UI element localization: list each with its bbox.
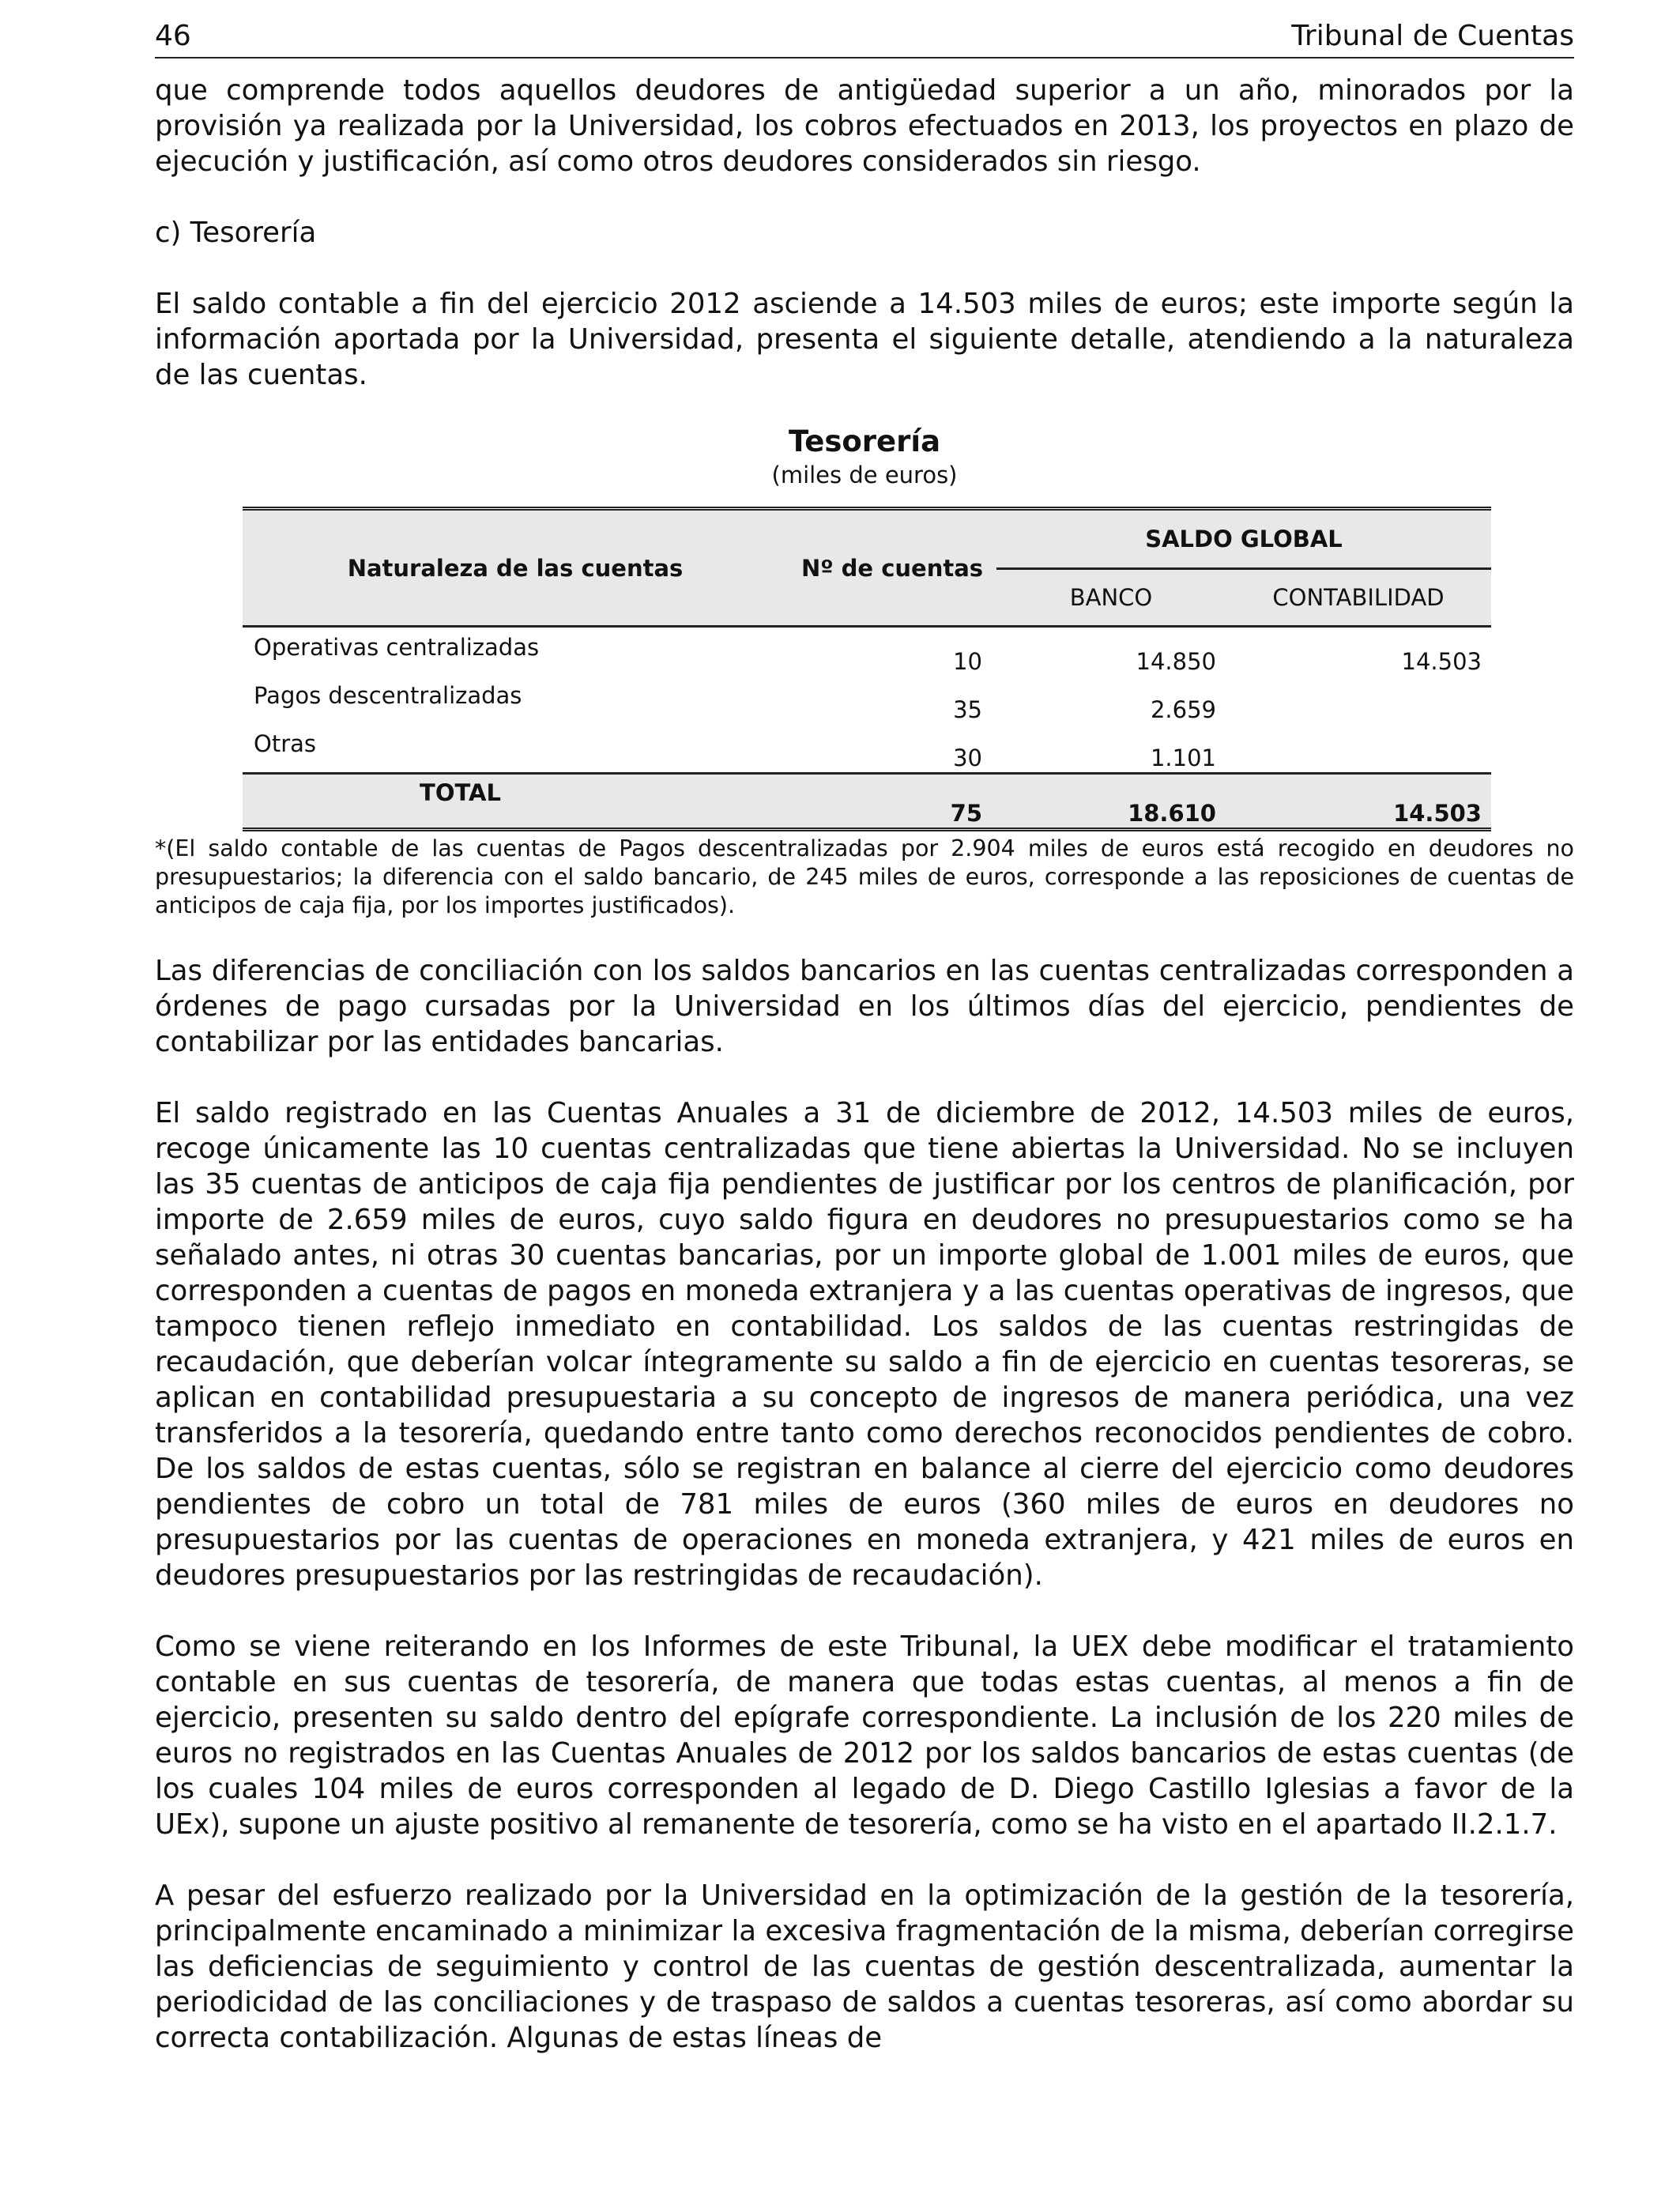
cell-num: 10 (953, 648, 982, 675)
total-banco: 18.610 (1128, 800, 1216, 827)
table-total-row (243, 774, 1491, 830)
table-subtitle: (miles de euros) (771, 462, 958, 488)
header-banco: BANCO (996, 569, 1226, 627)
section-heading-tesoreria: c) Tesorería (155, 217, 317, 249)
publication-name: Tribunal de Cuentas (1291, 20, 1574, 52)
paragraph-esfuerzo: A pesar del esfuerzo realizado por la Universidad en la optimización de la gestión de la tesorería, principalmente encaminado a minimizar la excesiva fragmentación de la misma, deberían corregirse las deficiencias de seguimiento y control de las cuentas de gestión descentralizada, aumentar la periodicidad de las conciliaciones y de traspaso de saldos a cuentas tesoreras, así como abordar su correcta contabilización. Algunas de estas líneas de (155, 1879, 1574, 2054)
table-footnote: *(El saldo contable de las cuentas de Pagos descentralizadas por 2.904 miles de euros está recogido en deudores no presupuestarios; la diferencia con el saldo bancario, de 245 miles de euros, corresponde a las reposiciones de cuentas de anticipos de caja fija, por los importes justificados). (155, 835, 1574, 918)
page-number: 46 (155, 20, 191, 52)
cell-contabilidad (1226, 676, 1491, 724)
table-title: Tesorería (788, 424, 941, 458)
total-contabilidad: 14.503 (1393, 800, 1482, 827)
table-row (243, 724, 1491, 774)
paragraph-saldo-registrado: El saldo registrado en las Cuentas Anuales a 31 de diciembre de 2012, 14.503 miles de euros, recoge únicamente las 10 cuentas centralizadas que tiene abiertas la Universidad. No se incluyen las 35 cuentas de anticipos de caja fija pendientes de justificar por los centros de planificación, por importe de 2.659 miles de euros, cuyo saldo figura en deudores no presupuestarios como se ha señalado antes, ni otras 30 cuentas bancarias, por un importe global de 1.001 miles de euros, que corresponden a cuentas de pagos en moneda extranjera y a las cuentas operativas de ingresos, que tampoco tienen reflejo inmediato en contabilidad. Los saldos de las cuentas restringidas de recaudación, que deberían volcar íntegramente su saldo a fin de ejercicio en cuentas tesoreras, se aplican en contabilidad presupuestaria a su concepto de ingresos de manera periódica, una vez transferidos a la tesorería, quedando entre tanto como derechos reconocidos pendientes de cobro. De los saldos de estas cuentas, sólo se registran en balance al cierre del ejercicio como deudores pendientes de cobro un total de 781 miles de euros (360 miles de euros en deudores no presupuestarios por las cuentas de operaciones en moneda extranjera, y 421 miles de euros en deudores presupuestarios por las restringidas de recaudación). (155, 1097, 1574, 1592)
cell-naturaleza: Otras (243, 724, 788, 774)
cell-banco: 1.101 (996, 724, 1226, 774)
table-block (155, 423, 1574, 920)
cell-contabilidad (1226, 724, 1491, 774)
header-contabilidad: CONTABILIDAD (1226, 569, 1491, 627)
cell-banco: 2.659 (1150, 696, 1216, 723)
cell-naturaleza: Operativas centralizadas (254, 634, 540, 661)
page-header (155, 17, 1574, 58)
document-page (155, 17, 1574, 2056)
tesoreria-table (243, 507, 1491, 831)
paragraph-deudores: que comprende todos aquellos deudores de antigüedad superior a un año, minorados por la provisión ya realizada por la Universidad, los cobros efectuados en 2013, los proyectos en plazo de ejecución y justificación, así como otros deudores considerados sin riesgo. (155, 74, 1574, 178)
cell-num: 35 (953, 696, 982, 723)
header-naturaleza: Naturaleza de las cuentas (243, 509, 788, 627)
cell-naturaleza: Pagos descentralizadas (254, 682, 522, 709)
header-num-cuentas: Nº de cuentas (788, 509, 996, 627)
table-row (243, 676, 1491, 724)
table-header-row (243, 509, 1491, 569)
paragraph-diferencias: Las diferencias de conciliación con los saldos bancarios en las cuentas centralizadas corresponden a órdenes de pago cursadas por la Universidad en los últimos días del ejercicio, pendientes de contabilizar por las entidades bancarias. (155, 955, 1574, 1058)
total-num: 75 (950, 800, 982, 827)
paragraph-saldo-contable: El saldo contable a fin del ejercicio 2012 asciende a 14.503 miles de euros; este importe según la información aportada por la Universidad, presenta el siguiente detalle, atendiendo a la naturaleza de las cuentas. (155, 288, 1574, 391)
cell-banco: 14.850 (1136, 648, 1216, 675)
total-label: TOTAL (420, 779, 501, 806)
table-row (243, 627, 1491, 677)
cell-contabilidad: 14.503 (1401, 648, 1482, 675)
paragraph-reiterando: Como se viene reiterando en los Informes de este Tribunal, la UEX debe modificar el tratamiento contable en sus cuentas de tesorería, de manera que todas estas cuentas, al menos a fin de ejercicio, presenten su saldo dentro del epígrafe correspondiente. La inclusión de los 220 miles de euros no registrados en las Cuentas Anuales de 2012 por los saldos bancarios de estas cuentas (de los cuales 104 miles de euros corresponden al legado de D. Diego Castillo Iglesias a favor de la UEx), supone un ajuste positivo al remanente de tesorería, como se ha visto en el apartado II.2.1.7. (155, 1630, 1574, 1841)
cell-num: 30 (788, 724, 996, 774)
header-saldo-global: SALDO GLOBAL (996, 509, 1491, 569)
